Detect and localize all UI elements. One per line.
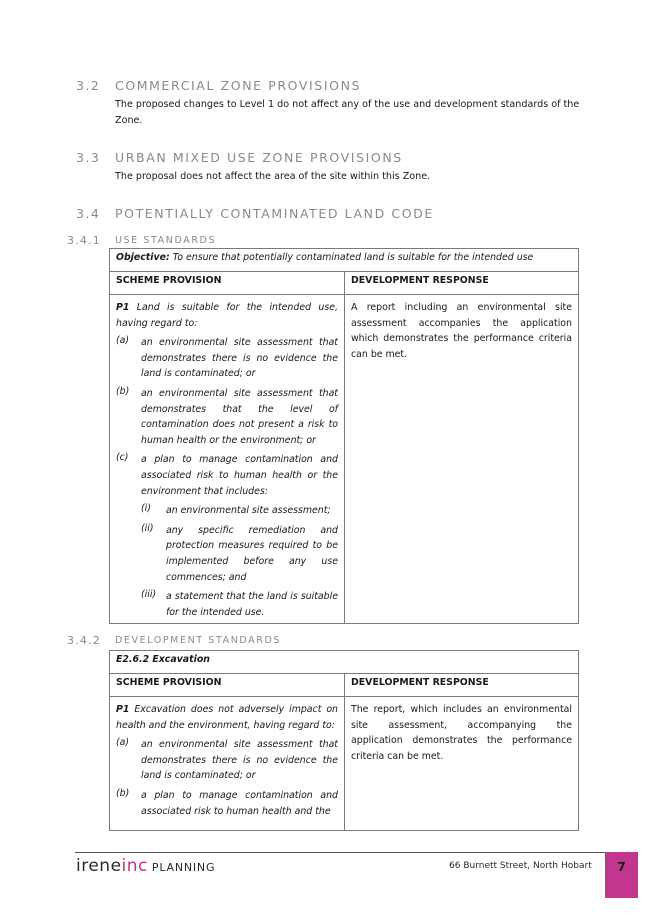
list-item-label: (c)	[116, 452, 129, 464]
p1-provision	[116, 702, 338, 733]
list-item-text: an environmental site assessment that demonstrates that the level of contamination does not present a risk to human health or the environment; or	[141, 387, 338, 446]
logo-part-2: inc	[121, 856, 148, 876]
list-item-label: (a)	[116, 737, 130, 749]
objective-text: To ensure that potentially contaminated land is suitable for the intended use	[172, 252, 534, 263]
section-title: URBAN MIXED USE ZONE PROVISIONS	[115, 150, 403, 165]
subsection-title: USE STANDARDS	[115, 235, 217, 246]
scheme-provision-header: SCHEME PROVISION	[110, 674, 345, 697]
subsection-number: 3.4.1	[67, 234, 101, 247]
sub-list-item	[116, 523, 338, 585]
sub-list-item-text: any specific remediation and protection measures required to be implemented before any use commences; and	[166, 524, 338, 583]
section-number: 3.3	[76, 150, 101, 165]
list-item-label: (b)	[116, 385, 130, 397]
sub-list-item-label: (iii)	[141, 589, 157, 601]
list-item	[116, 335, 338, 382]
subsection-title: DEVELOPMENT STANDARDS	[115, 635, 282, 646]
company-logo	[76, 856, 215, 876]
code-title-cell: E2.6.2 Excavation	[110, 651, 579, 674]
section-paragraph: The proposal does not affect the area of the site within this Zone.	[115, 171, 431, 182]
p1-label: P1	[116, 302, 130, 313]
p1-text: Excavation does not adversely impact on health and the environment, having regard to:	[116, 704, 339, 731]
development-response-cell: A report including an environmental site assessment accompanies the application which demonstrates the performance criteria can be met.	[345, 295, 579, 624]
section-number: 3.2	[76, 78, 101, 93]
sub-list-item-text: a statement that the land is suitable for the intended use.	[166, 591, 338, 618]
section-paragraph: The proposed changes to Level 1 do not affect any of the use and development standards of the Zone.	[115, 99, 580, 126]
section-number: 3.4	[76, 206, 101, 221]
development-response-header: DEVELOPMENT RESPONSE	[345, 272, 579, 295]
scheme-provision-cell	[110, 295, 345, 624]
p1-provision	[116, 300, 338, 331]
list-item-label: (b)	[116, 787, 130, 799]
footer-address: 66 Burnett Street, North Hobart	[449, 861, 592, 871]
list-item	[116, 737, 338, 784]
scheme-provision-cell	[110, 697, 345, 831]
sub-list-item	[116, 589, 338, 620]
list-item-text: a plan to manage contamination and associated risk to human health and the	[141, 789, 338, 817]
objective-cell	[110, 249, 579, 272]
list-item-text: an environmental site assessment that demonstrates there is no evidence the land is contaminated; or	[141, 337, 338, 380]
sub-list-item	[116, 503, 338, 519]
development-response-header: DEVELOPMENT RESPONSE	[345, 674, 579, 697]
p1-label: P1	[116, 704, 130, 715]
scheme-provision-header: SCHEME PROVISION	[110, 272, 345, 295]
section-title: POTENTIALLY CONTAMINATED LAND CODE	[115, 206, 434, 221]
p1-text: Land is suitable for the intended use, having regard to:	[116, 302, 338, 329]
logo-part-1: irene	[76, 856, 122, 876]
objective-label: Objective:	[116, 252, 170, 263]
section-title: COMMERCIAL ZONE PROVISIONS	[115, 78, 362, 93]
subsection-number: 3.4.2	[67, 634, 101, 647]
development-standards-table	[109, 650, 579, 831]
use-standards-table	[109, 248, 579, 624]
page-number: 7	[617, 860, 626, 874]
list-item-label: (a)	[116, 335, 130, 347]
list-item	[116, 788, 338, 819]
list-item	[116, 452, 338, 499]
list-item	[116, 386, 338, 448]
sub-list-item-text: an environmental site assessment;	[166, 505, 331, 517]
development-response-cell: The report, which includes an environmental site assessment, accompanying the application demonstrates the performance criteria can be met.	[345, 697, 579, 831]
sub-list-item-label: (i)	[141, 503, 151, 515]
list-item-text: an environmental site assessment that demonstrates there is no evidence the land is contaminated; or	[141, 739, 338, 782]
list-item-text: a plan to manage contamination and associated risk to human health or the environment that includes:	[141, 454, 338, 497]
sub-list-item-label: (ii)	[141, 522, 154, 534]
page-number-box	[605, 852, 638, 898]
footer-divider	[75, 852, 605, 853]
logo-part-3: PLANNING	[151, 861, 216, 874]
